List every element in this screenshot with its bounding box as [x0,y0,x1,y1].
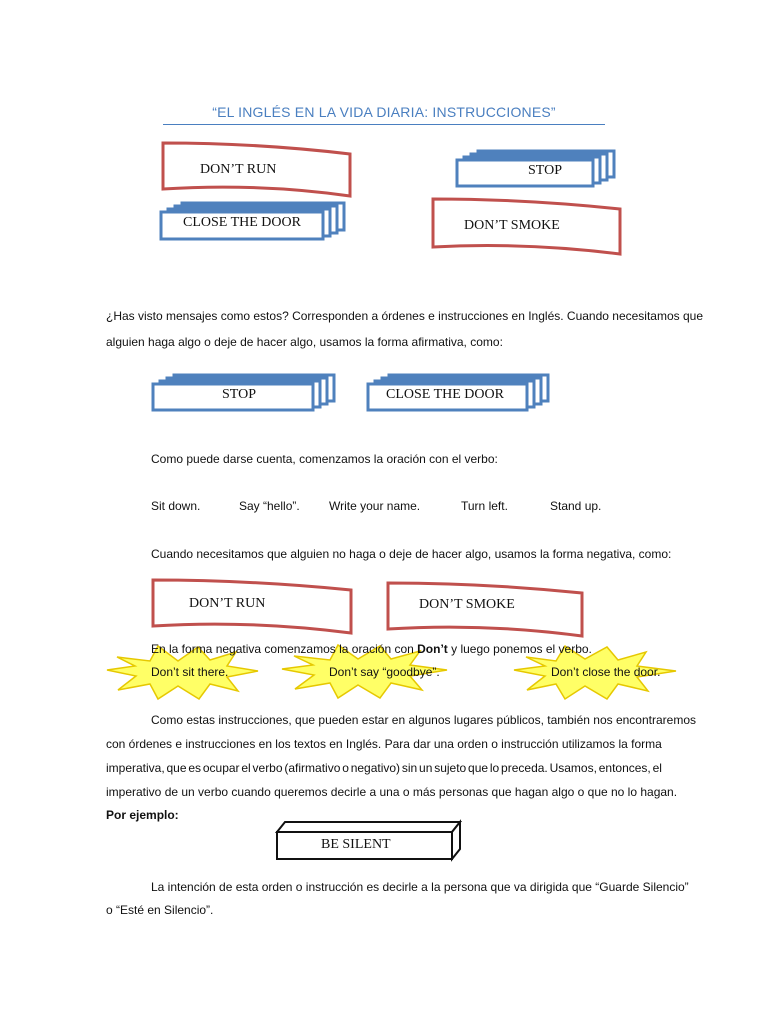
affirmative-sentence: Como puede darse cuenta, comenzamos la oración con el verbo: [151,452,498,466]
negative-intro: Cuando necesitamos que alguien no haga o deje de hacer algo, usamos la forma negativa, como: [151,547,672,561]
word: verbo [252,761,283,775]
page-title: “EL INGLÉS EN LA VIDA DIARIA: INSTRUCCIONES” [212,104,556,120]
word: el [652,761,662,775]
word: sujeto [434,761,467,775]
negative-example-3: Don’t close the door. [551,665,661,679]
negative-example-1: Don’t sit there. [151,665,229,679]
word: e [175,737,183,751]
sign-label-close-door-2: CLOSE THE DOOR [386,387,504,402]
word: en [329,737,343,751]
word: instrucciones [185,737,256,751]
word: sin [401,761,418,775]
word: que [166,761,187,775]
imperative-line-2 [106,737,662,751]
word: dar [413,737,431,751]
word: con [106,737,126,751]
imperative-line-4: imperativo de un verbo cuando queremos decirle a una o más personas que hagan algo o que no lo hagan. [106,785,678,799]
word: en [258,737,272,751]
word: textos [293,737,326,751]
word: entonces, [598,761,651,775]
word: es [188,761,202,775]
example-label: Por ejemplo: [106,808,179,822]
affirmative-example-1: Sit down. [151,499,201,513]
affirmative-example-4: Turn left. [461,499,508,513]
sign-label-dont-run-2: DON’T RUN [189,596,266,611]
word: la [618,737,628,751]
word: instrucción [501,737,559,751]
word: los [275,737,291,751]
word: utilizamos [561,737,616,751]
sign-label-dont-smoke-2: DON’T SMOKE [419,597,515,612]
word: orden [457,737,488,751]
negative-rule-pre: En la forma negativa comenzamos la oración con [151,642,418,656]
affirmative-example-2: Say “hello”. [239,499,300,513]
sign-label-dont-run: DON’T RUN [200,162,277,177]
word: imperativa, [106,761,165,775]
word: ocupar [202,761,240,775]
word: lo [489,761,500,775]
sign-label-be-silent: BE SILENT [321,837,391,852]
sign-label-dont-smoke: DON’T SMOKE [464,218,560,233]
word: Inglés. [345,737,382,751]
title-underline [163,124,605,125]
imperative-line-3 [106,761,662,775]
word: Para [384,737,410,751]
word: una [433,737,454,751]
negative-rule-keyword: Don’t [417,642,448,656]
word: o [342,761,349,775]
affirmative-example-5: Stand up. [550,499,602,513]
intro-line-2: alguien haga algo o deje de hacer algo, usamos la forma afirmativa, como: [106,335,503,349]
word: Usamos, [549,761,597,775]
negative-rule [151,642,592,656]
conclusion-line-2: o “Esté en Silencio”. [106,903,214,917]
sign-label-stop: STOP [528,163,562,178]
word: (afirmativo [284,761,341,775]
imperative-line-1: Como estas instrucciones, que pueden estar en algunos lugares públicos, también nos encontraremos [151,713,696,727]
affirmative-example-3: Write your name. [329,499,421,513]
word: que [468,761,489,775]
sign-label-close-door: CLOSE THE DOOR [183,215,301,230]
conclusion-line-1: La intención de esta orden o instrucción es decirle a la persona que va dirigida que “Guarde Silencio” [151,880,689,894]
word: un [419,761,433,775]
word: preceda. [501,761,548,775]
intro-line-1: ¿Has visto mensajes como estos? Corresponden a órdenes e instrucciones en Inglés. Cuando necesitamos que [106,309,703,323]
word: o [491,737,498,751]
word: el [241,761,251,775]
negative-example-2: Don’t say “goodbye”. [329,665,440,679]
word: forma [631,737,662,751]
word: órdenes [128,737,173,751]
word: negativo) [350,761,401,775]
sign-label-stop-2: STOP [222,387,256,402]
negative-rule-post: y luego ponemos el verbo. [447,642,592,656]
